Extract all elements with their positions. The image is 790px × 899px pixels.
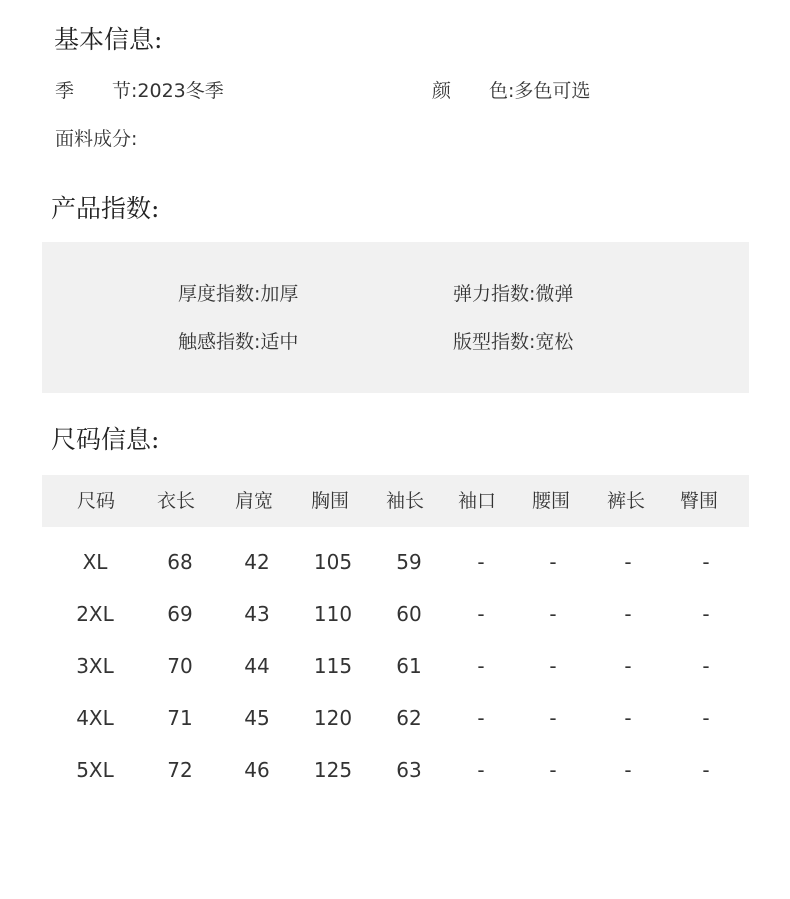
table-row [42, 692, 749, 744]
table-cell: - [549, 706, 557, 730]
table-row [42, 744, 749, 796]
table-cell: - [702, 758, 710, 782]
table-cell: 125 [313, 758, 353, 782]
table-cell: 70 [167, 654, 193, 678]
touch-label: 触感指数: [178, 331, 261, 353]
column-header: 腰围 [531, 490, 571, 512]
touch-index [178, 330, 298, 354]
table-cell: 115 [313, 654, 353, 678]
table-cell: 43 [244, 602, 270, 626]
table-cell: XL [82, 550, 108, 574]
table-cell: - [549, 758, 557, 782]
column-header: 裤长 [606, 490, 646, 512]
table-cell: - [702, 602, 710, 626]
season-label: 季 节: [55, 80, 138, 102]
table-cell: - [477, 758, 485, 782]
column-header: 肩宽 [234, 490, 274, 512]
thickness-label: 厚度指数: [178, 283, 261, 305]
table-cell: - [477, 654, 485, 678]
table-cell: - [624, 602, 632, 626]
table-cell: 45 [244, 706, 270, 730]
table-row [42, 588, 749, 640]
table-cell: - [702, 550, 710, 574]
color-field [432, 79, 590, 103]
thickness-value: 加厚 [260, 283, 299, 305]
color-value: 多色可选 [514, 80, 591, 102]
table-cell: - [477, 706, 485, 730]
size-table-header [42, 475, 749, 527]
table-cell: 68 [167, 550, 193, 574]
table-cell: 4XL [76, 706, 114, 730]
fit-label: 版型指数: [453, 331, 536, 353]
elasticity-value: 微弹 [535, 283, 574, 305]
table-cell: - [477, 550, 485, 574]
table-cell: 46 [244, 758, 270, 782]
elasticity-index [453, 282, 573, 306]
table-cell: - [702, 654, 710, 678]
fabric-field [55, 127, 137, 151]
table-cell: 63 [396, 758, 422, 782]
column-header: 胸围 [310, 490, 350, 512]
product-index-panel [42, 242, 749, 393]
table-cell: 72 [167, 758, 193, 782]
table-cell: - [702, 706, 710, 730]
size-info-heading: 尺码信息: [51, 425, 160, 454]
table-row [42, 536, 749, 588]
column-header: 袖口 [457, 490, 497, 512]
table-cell: - [477, 602, 485, 626]
table-cell: 61 [396, 654, 422, 678]
table-cell: 105 [313, 550, 353, 574]
table-cell: - [624, 758, 632, 782]
table-cell: 3XL [76, 654, 114, 678]
table-cell: - [624, 550, 632, 574]
table-cell: 120 [313, 706, 353, 730]
color-label: 颜 色: [432, 80, 515, 102]
table-cell: 44 [244, 654, 270, 678]
season-value: 2023冬季 [137, 80, 224, 102]
table-cell: 69 [167, 602, 193, 626]
touch-value: 适中 [260, 331, 299, 353]
table-cell: - [624, 706, 632, 730]
thickness-index [178, 282, 298, 306]
table-cell: 110 [313, 602, 353, 626]
column-header: 袖长 [385, 490, 425, 512]
table-cell: - [549, 550, 557, 574]
table-cell: 60 [396, 602, 422, 626]
season-field [55, 79, 224, 103]
elasticity-label: 弹力指数: [453, 283, 536, 305]
table-cell: 42 [244, 550, 270, 574]
table-cell: 2XL [76, 602, 114, 626]
table-cell: 5XL [76, 758, 114, 782]
column-header: 衣长 [156, 490, 196, 512]
column-header: 尺码 [76, 490, 116, 512]
table-cell: 62 [396, 706, 422, 730]
column-header: 臀围 [679, 490, 719, 512]
basic-info-heading: 基本信息: [54, 25, 163, 54]
table-cell: 59 [396, 550, 422, 574]
product-index-heading: 产品指数: [51, 194, 160, 223]
table-row [42, 640, 749, 692]
table-cell: - [624, 654, 632, 678]
table-cell: 71 [167, 706, 193, 730]
fabric-label: 面料成分: [55, 128, 138, 150]
fit-value: 宽松 [535, 331, 574, 353]
fit-index [453, 330, 573, 354]
table-cell: - [549, 654, 557, 678]
table-cell: - [549, 602, 557, 626]
